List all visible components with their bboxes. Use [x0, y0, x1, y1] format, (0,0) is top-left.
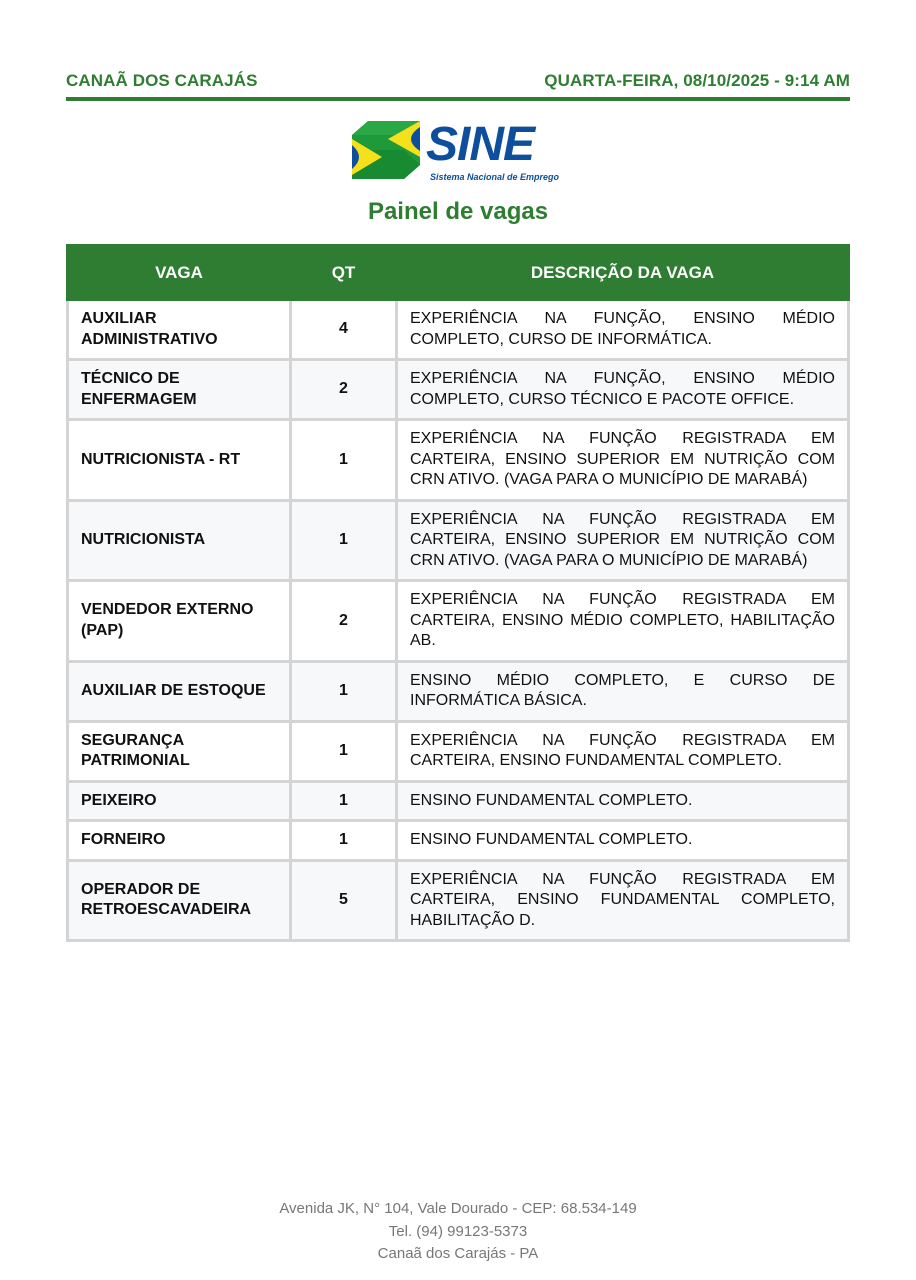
cell-descricao: ENSINO MÉDIO COMPLETO, E CURSO DE INFORMÁTICA BÁSICA.	[397, 661, 849, 721]
brazil-flag-cube-icon	[352, 119, 420, 183]
cell-vaga: NUTRICIONISTA	[68, 500, 291, 581]
cell-vaga: AUXILIAR ADMINISTRATIVO	[68, 300, 291, 360]
cell-qt: 5	[291, 860, 397, 941]
column-header-qt: QT	[291, 246, 397, 300]
table-row	[68, 360, 849, 420]
sine-logo	[352, 119, 562, 187]
footer-address: Avenida JK, N° 104, Vale Dourado - CEP: 68.534-149	[279, 1200, 637, 1217]
cell-descricao: EXPERIÊNCIA NA FUNÇÃO, ENSINO MÉDIO COMPLETO, CURSO TÉCNICO E PACOTE OFFICE.	[397, 360, 849, 420]
table-row	[68, 781, 849, 821]
cell-descricao: EXPERIÊNCIA NA FUNÇÃO REGISTRADA EM CARTEIRA, ENSINO MÉDIO COMPLETO, HABILITAÇÃO AB.	[397, 581, 849, 662]
page-title: Painel de vagas	[367, 198, 549, 225]
cell-qt: 1	[291, 821, 397, 861]
cell-descricao: ENSINO FUNDAMENTAL COMPLETO.	[397, 821, 849, 861]
table-row	[68, 300, 849, 360]
table-row	[68, 661, 849, 721]
column-header-descricao: DESCRIÇÃO DA VAGA	[397, 246, 849, 300]
cell-vaga: TÉCNICO DE ENFERMAGEM	[68, 360, 291, 420]
cell-descricao: EXPERIÊNCIA NA FUNÇÃO REGISTRADA EM CARTEIRA, ENSINO FUNDAMENTAL COMPLETO.	[397, 721, 849, 781]
footer-phone: Tel. (94) 99123-5373	[388, 1222, 528, 1240]
cell-vaga: SEGURANÇA PATRIMONIAL	[68, 721, 291, 781]
logo-wordmark: SINE	[426, 118, 535, 171]
cell-vaga: NUTRICIONISTA - RT	[68, 420, 291, 501]
table-row	[68, 581, 849, 662]
table-row	[68, 420, 849, 501]
cell-qt: 2	[291, 360, 397, 420]
cell-descricao: ENSINO FUNDAMENTAL COMPLETO.	[397, 781, 849, 821]
cell-descricao: EXPERIÊNCIA NA FUNÇÃO REGISTRADA EM CARTEIRA, ENSINO SUPERIOR EM NUTRIÇÃO COM CRN ATIVO. (VAGA PARA O MUNICÍPIO DE MARABÁ)	[397, 420, 849, 501]
page-footer	[0, 1198, 916, 1266]
logo-subtitle: Sistema Nacional de Emprego	[430, 172, 560, 182]
cell-vaga: AUXILIAR DE ESTOQUE	[68, 661, 291, 721]
cell-qt: 1	[291, 420, 397, 501]
cell-qt: 2	[291, 581, 397, 662]
footer-city: Canaã dos Carajás - PA	[377, 1245, 539, 1262]
cell-qt: 4	[291, 300, 397, 360]
header-datetime: QUARTA-FEIRA, 08/10/2025 - 9:14 AM	[544, 71, 850, 90]
cell-descricao: EXPERIÊNCIA NA FUNÇÃO REGISTRADA EM CARTEIRA, ENSINO SUPERIOR EM NUTRIÇÃO COM CRN ATIVO. (VAGA PARA O MUNICÍPIO DE MARABÁ)	[397, 500, 849, 581]
cell-vaga: VENDEDOR EXTERNO (PAP)	[68, 581, 291, 662]
header-city: CANAÃ DOS CARAJÁS	[66, 71, 258, 90]
vacancies-table	[66, 244, 850, 942]
table-header-row	[68, 246, 849, 300]
table-row	[68, 500, 849, 581]
cell-vaga: PEIXEIRO	[68, 781, 291, 821]
page-header	[66, 66, 850, 96]
cell-qt: 1	[291, 781, 397, 821]
table-row	[68, 821, 849, 861]
cell-qt: 1	[291, 500, 397, 581]
cell-vaga: FORNEIRO	[68, 821, 291, 861]
header-divider	[66, 97, 850, 101]
column-header-vaga: VAGA	[68, 246, 291, 300]
table-row	[68, 860, 849, 941]
cell-qt: 1	[291, 721, 397, 781]
cell-vaga: OPERADOR DE RETROESCAVADEIRA	[68, 860, 291, 941]
cell-descricao: EXPERIÊNCIA NA FUNÇÃO REGISTRADA EM CARTEIRA, ENSINO FUNDAMENTAL COMPLETO, HABILITAÇÃO D.	[397, 860, 849, 941]
cell-descricao: EXPERIÊNCIA NA FUNÇÃO, ENSINO MÉDIO COMPLETO, CURSO DE INFORMÁTICA.	[397, 300, 849, 360]
table-row	[68, 721, 849, 781]
cell-qt: 1	[291, 661, 397, 721]
